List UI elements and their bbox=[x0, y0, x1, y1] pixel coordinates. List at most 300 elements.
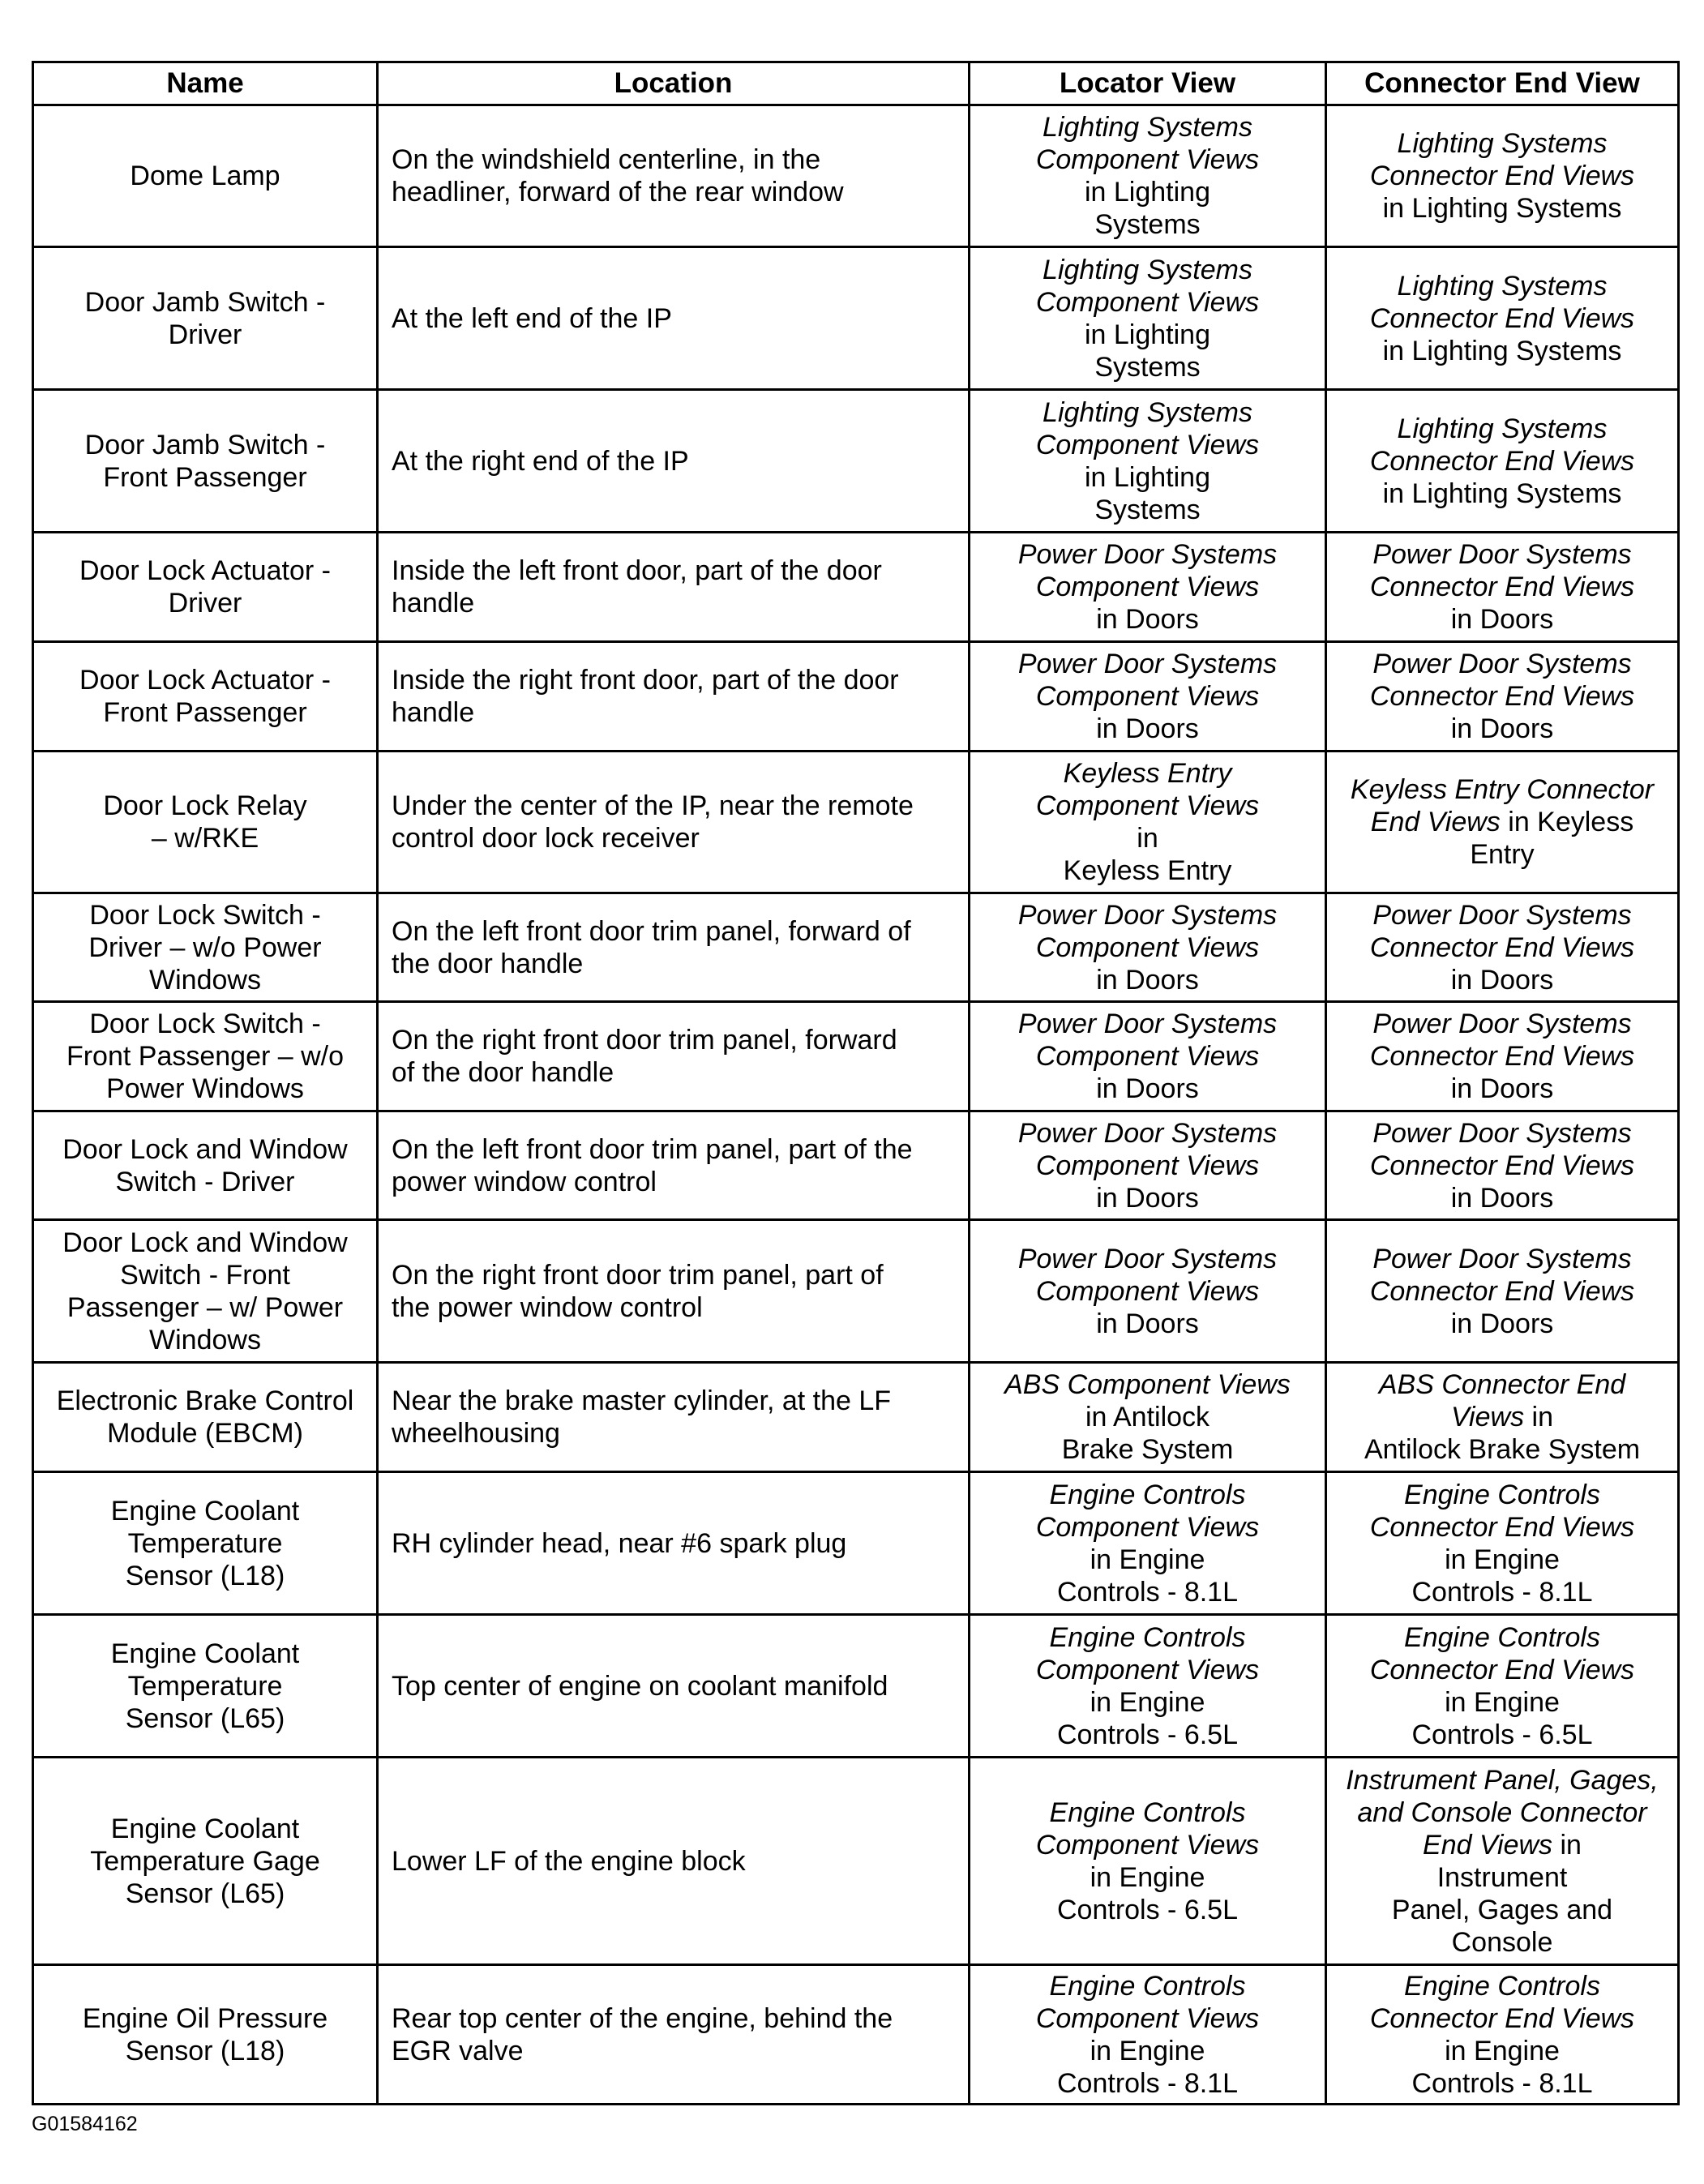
connector-line bbox=[1334, 1243, 1671, 1275]
connector-line bbox=[1334, 1719, 1671, 1751]
cell-name bbox=[33, 893, 378, 1002]
reference-title: Engine Controls bbox=[1404, 1970, 1600, 2002]
reference-title: Connector End Views bbox=[1369, 302, 1635, 334]
location-line: Under the center of the IP, near the remote bbox=[392, 790, 914, 821]
name-line: Front Passenger bbox=[103, 697, 307, 728]
locator-line bbox=[977, 571, 1318, 603]
locator-line bbox=[977, 2067, 1318, 2100]
connector-line bbox=[1334, 1970, 1671, 2002]
reference-text: in bbox=[1137, 823, 1158, 854]
locator-line bbox=[977, 494, 1318, 526]
document-id: G01584162 bbox=[32, 2113, 138, 2135]
reference-title: Connector End Views bbox=[1369, 1511, 1635, 1543]
connector-line bbox=[1334, 713, 1671, 745]
name-line: Front Passenger – w/o bbox=[66, 1041, 345, 1072]
reference-title: Power Door Systems bbox=[1017, 649, 1278, 679]
cell-connector-end-view bbox=[1326, 752, 1679, 893]
locator-line bbox=[977, 1511, 1318, 1544]
cell-connector-end-view bbox=[1326, 893, 1679, 1002]
cell-location bbox=[378, 533, 970, 642]
location-line: power window control bbox=[392, 1166, 657, 1197]
reference-text: in Engine bbox=[1090, 1686, 1205, 1718]
cell-location bbox=[378, 642, 970, 752]
connector-line bbox=[1334, 2067, 1671, 2100]
cell-locator-view bbox=[970, 247, 1326, 390]
reference-title: Power Door Systems bbox=[1372, 1117, 1632, 1149]
reference-text: in Lighting Systems bbox=[1382, 335, 1622, 366]
reference-title: Connector End Views bbox=[1369, 2002, 1635, 2034]
locator-line bbox=[977, 1243, 1318, 1275]
locator-line bbox=[977, 790, 1318, 822]
reference-title: Component Views bbox=[1035, 2002, 1260, 2034]
connector-line bbox=[1334, 1117, 1671, 1150]
reference-text: in Doors bbox=[1096, 1182, 1199, 1214]
name-line: Module (EBCM) bbox=[107, 1418, 303, 1449]
reference-title: Component Views bbox=[1035, 790, 1260, 821]
reference-text: Controls - 8.1L bbox=[1057, 2067, 1238, 2099]
connector-line bbox=[1334, 1621, 1671, 1654]
name-line: Sensor (L18) bbox=[125, 2035, 285, 2066]
name-line: Front Passenger bbox=[103, 461, 307, 493]
reference-title: End Views bbox=[1423, 1829, 1553, 1861]
table-row bbox=[33, 1758, 1679, 1965]
cell-name bbox=[33, 1758, 378, 1965]
locator-line bbox=[977, 1544, 1318, 1576]
name-line: Door Jamb Switch - bbox=[84, 286, 326, 318]
reference-title: Connector End Views bbox=[1369, 161, 1635, 191]
name-line: Driver – w/o Power bbox=[88, 931, 322, 963]
cell-connector-end-view bbox=[1326, 1758, 1679, 1965]
reference-text: in Doors bbox=[1450, 1073, 1554, 1104]
reference-title: Lighting Systems bbox=[1043, 396, 1252, 428]
locator-line bbox=[977, 931, 1318, 964]
name-line: Door Lock Switch - bbox=[89, 1008, 321, 1039]
cell-location bbox=[378, 1111, 970, 1220]
cell-locator-view bbox=[970, 893, 1326, 1002]
connector-line bbox=[1334, 1073, 1671, 1105]
reference-text: in Doors bbox=[1096, 964, 1199, 996]
location-line: On the right front door trim panel, part of bbox=[392, 1259, 884, 1291]
table-row bbox=[33, 105, 1679, 247]
reference-text: Controls - 6.5L bbox=[1411, 1719, 1593, 1750]
reference-text: in Doors bbox=[1450, 964, 1554, 996]
cell-location bbox=[378, 752, 970, 893]
name-line: Dome Lamp bbox=[130, 161, 280, 191]
connector-line bbox=[1334, 1368, 1671, 1401]
reference-title: Connector End Views bbox=[1369, 931, 1635, 963]
location-line: headliner, forward of the rear window bbox=[392, 177, 844, 208]
reference-title: Power Door Systems bbox=[1372, 539, 1632, 570]
reference-title: Power Door Systems bbox=[1017, 899, 1278, 931]
connector-line bbox=[1334, 1861, 1671, 1894]
cell-location bbox=[378, 105, 970, 247]
cell-locator-view bbox=[970, 1758, 1326, 1965]
reference-title: Component Views bbox=[1035, 681, 1260, 712]
locator-line bbox=[977, 176, 1318, 208]
locator-line bbox=[977, 1654, 1318, 1686]
locator-line bbox=[977, 111, 1318, 143]
locator-line bbox=[977, 1686, 1318, 1719]
locator-line bbox=[977, 1861, 1318, 1894]
reference-title: Instrument Panel, Gages, bbox=[1346, 1764, 1659, 1796]
reference-title: Lighting Systems bbox=[1397, 270, 1608, 302]
header-location: Location bbox=[378, 62, 970, 105]
reference-title: Power Door Systems bbox=[1017, 1243, 1278, 1274]
reference-title: Engine Controls bbox=[1404, 1621, 1600, 1653]
cell-locator-view bbox=[970, 390, 1326, 533]
connector-line bbox=[1334, 2002, 1671, 2035]
cell-name bbox=[33, 1220, 378, 1363]
location-line: On the windshield centerline, in the bbox=[392, 144, 821, 175]
location-line: On the right front door trim panel, forward bbox=[392, 1025, 897, 1056]
reference-text: Controls - 8.1L bbox=[1411, 1576, 1593, 1608]
cell-connector-end-view bbox=[1326, 1220, 1679, 1363]
reference-title: Engine Controls bbox=[1049, 1796, 1246, 1828]
cell-location bbox=[378, 247, 970, 390]
locator-line bbox=[977, 899, 1318, 931]
connector-line bbox=[1334, 270, 1671, 302]
table-row bbox=[33, 1002, 1679, 1111]
cell-connector-end-view bbox=[1326, 390, 1679, 533]
name-line: Driver bbox=[168, 588, 242, 619]
locator-line bbox=[977, 964, 1318, 996]
reference-title: Connector End Views bbox=[1369, 681, 1635, 712]
reference-title: Component Views bbox=[1035, 1829, 1260, 1861]
cell-locator-view bbox=[970, 1615, 1326, 1758]
locator-line bbox=[977, 1970, 1318, 2002]
name-line: Power Windows bbox=[106, 1073, 304, 1104]
reference-title: Component Views bbox=[1035, 429, 1260, 460]
locator-line bbox=[977, 254, 1318, 286]
location-line: control door lock receiver bbox=[392, 823, 700, 854]
location-line: Inside the right front door, part of the door bbox=[392, 665, 899, 696]
cell-locator-view bbox=[970, 533, 1326, 642]
connector-line bbox=[1334, 1275, 1671, 1308]
cell-location bbox=[378, 893, 970, 1002]
location-line: Rear top center of the engine, behind the bbox=[392, 2002, 893, 2034]
location-line: EGR valve bbox=[392, 2035, 524, 2066]
reference-title: ABS Connector End bbox=[1378, 1369, 1626, 1400]
cell-locator-view bbox=[970, 1002, 1326, 1111]
reference-title: Power Door Systems bbox=[1372, 899, 1632, 931]
table-row bbox=[33, 752, 1679, 893]
reference-title: Component Views bbox=[1035, 572, 1260, 602]
reference-text: Instrument bbox=[1436, 1861, 1568, 1893]
cell-connector-end-view bbox=[1326, 1363, 1679, 1472]
name-line: Door Lock Actuator - bbox=[79, 555, 331, 586]
reference-text: Systems bbox=[1094, 494, 1201, 525]
cell-name bbox=[33, 1472, 378, 1615]
reference-title: Component Views bbox=[1035, 1275, 1260, 1307]
reference-text: Entry bbox=[1470, 839, 1535, 870]
reference-title: Connector End Views bbox=[1369, 1654, 1635, 1685]
reference-title: Connector End Views bbox=[1369, 1041, 1635, 1072]
reference-title: Views bbox=[1450, 1402, 1525, 1432]
cell-locator-view bbox=[970, 752, 1326, 893]
reference-title: Power Door Systems bbox=[1017, 1117, 1278, 1149]
locator-line bbox=[977, 1117, 1318, 1150]
connector-line bbox=[1334, 1401, 1671, 1433]
name-line: Passenger – w/ Power bbox=[66, 1291, 344, 1323]
locator-line bbox=[977, 1275, 1318, 1308]
reference-text: Controls - 8.1L bbox=[1057, 1576, 1238, 1608]
reference-text: in Doors bbox=[1096, 604, 1199, 635]
reference-title: ABS Component Views bbox=[1004, 1369, 1291, 1400]
name-line: Electronic Brake Control bbox=[56, 1385, 354, 1416]
reference-title: Engine Controls bbox=[1049, 1479, 1246, 1510]
cell-name bbox=[33, 105, 378, 247]
reference-text: Brake System bbox=[1061, 1434, 1234, 1465]
cell-connector-end-view bbox=[1326, 1472, 1679, 1615]
name-line: Engine Coolant bbox=[110, 1495, 300, 1527]
reference-title: Component Views bbox=[1035, 1150, 1260, 1181]
location-line: On the left front door trim panel, part of the bbox=[392, 1133, 913, 1165]
locator-line bbox=[977, 429, 1318, 461]
cell-name bbox=[33, 1111, 378, 1220]
location-line: Top center of engine on coolant manifold bbox=[392, 1670, 888, 1702]
location-line: wheelhousing bbox=[392, 1418, 560, 1449]
reference-title: Lighting Systems bbox=[1043, 254, 1252, 285]
reference-text: in Engine bbox=[1445, 2035, 1560, 2066]
reference-title: End Views bbox=[1370, 807, 1501, 837]
name-line: Door Lock Switch - bbox=[89, 899, 321, 931]
name-line: Sensor (L65) bbox=[125, 1702, 285, 1734]
reference-title: Connector End Views bbox=[1369, 445, 1635, 477]
connector-line bbox=[1334, 335, 1671, 367]
locator-line bbox=[977, 2035, 1318, 2067]
connector-line bbox=[1334, 477, 1671, 510]
name-line: Engine Coolant bbox=[110, 1813, 300, 1844]
location-line: handle bbox=[392, 588, 475, 619]
header-name: Name bbox=[33, 62, 378, 105]
cell-name bbox=[33, 1002, 378, 1111]
connector-line bbox=[1334, 838, 1671, 871]
cell-location bbox=[378, 1220, 970, 1363]
locator-line bbox=[977, 1040, 1318, 1073]
table-row bbox=[33, 247, 1679, 390]
name-line: Door Lock and Window bbox=[62, 1227, 348, 1258]
component-location-table bbox=[32, 61, 1680, 2105]
cell-location bbox=[378, 1002, 970, 1111]
cell-location bbox=[378, 1363, 970, 1472]
cell-location bbox=[378, 1758, 970, 1965]
name-line: Sensor (L18) bbox=[125, 1560, 285, 1591]
name-line: Switch - Front bbox=[120, 1259, 290, 1291]
cell-location bbox=[378, 390, 970, 533]
reference-text: Controls - 6.5L bbox=[1057, 1894, 1238, 1925]
reference-text: Controls - 6.5L bbox=[1057, 1719, 1238, 1750]
locator-line bbox=[977, 286, 1318, 319]
name-line: Driver bbox=[168, 319, 242, 350]
connector-line bbox=[1334, 160, 1671, 192]
connector-line bbox=[1334, 1576, 1671, 1608]
reference-title: Keyless Entry Connector bbox=[1350, 774, 1655, 805]
location-line: At the right end of the IP bbox=[392, 445, 689, 477]
cell-location bbox=[378, 1965, 970, 2105]
locator-line bbox=[977, 1576, 1318, 1608]
reference-suffix: in bbox=[1552, 1829, 1582, 1861]
cell-location bbox=[378, 1615, 970, 1758]
cell-connector-end-view bbox=[1326, 1615, 1679, 1758]
reference-text: in Doors bbox=[1450, 604, 1554, 635]
connector-line bbox=[1334, 773, 1671, 806]
locator-line bbox=[977, 1796, 1318, 1829]
reference-title: Connector End Views bbox=[1369, 572, 1635, 602]
locator-line bbox=[977, 1308, 1318, 1340]
location-line: Near the brake master cylinder, at the LF bbox=[392, 1385, 892, 1416]
connector-line bbox=[1334, 1182, 1671, 1214]
locator-line bbox=[977, 1073, 1318, 1105]
reference-title: Component Views bbox=[1035, 1511, 1260, 1543]
table-row bbox=[33, 893, 1679, 1002]
location-line: the door handle bbox=[392, 948, 584, 979]
reference-text: in Engine bbox=[1090, 2035, 1205, 2066]
reference-text: in Doors bbox=[1450, 1308, 1554, 1339]
connector-line bbox=[1334, 806, 1671, 838]
connector-line bbox=[1334, 1040, 1671, 1073]
cell-locator-view bbox=[970, 1111, 1326, 1220]
cell-locator-view bbox=[970, 642, 1326, 752]
location-line: Inside the left front door, part of the door bbox=[392, 555, 882, 586]
cell-name bbox=[33, 1965, 378, 2105]
reference-text: Console bbox=[1451, 1926, 1553, 1958]
cell-locator-view bbox=[970, 105, 1326, 247]
name-line: Temperature Gage bbox=[90, 1845, 320, 1877]
connector-line bbox=[1334, 127, 1671, 160]
reference-text: Antilock Brake System bbox=[1364, 1434, 1641, 1465]
locator-line bbox=[977, 319, 1318, 351]
name-line: Switch - Driver bbox=[115, 1166, 295, 1197]
reference-title: Component Views bbox=[1035, 931, 1260, 963]
reference-title: Power Door Systems bbox=[1372, 1008, 1632, 1039]
connector-line bbox=[1334, 1796, 1671, 1829]
connector-line bbox=[1334, 1764, 1671, 1796]
cell-name bbox=[33, 1615, 378, 1758]
connector-line bbox=[1334, 1479, 1671, 1511]
location-line: of the door handle bbox=[392, 1057, 614, 1088]
cell-locator-view bbox=[970, 1363, 1326, 1472]
name-line: Windows bbox=[149, 964, 261, 996]
locator-line bbox=[977, 1401, 1318, 1433]
locator-line bbox=[977, 1621, 1318, 1654]
locator-line bbox=[977, 351, 1318, 383]
reference-text: in Doors bbox=[1450, 1182, 1554, 1214]
connector-line bbox=[1334, 1433, 1671, 1466]
name-line: Sensor (L65) bbox=[125, 1878, 285, 1909]
table-row bbox=[33, 1472, 1679, 1615]
cell-name bbox=[33, 247, 378, 390]
table-row bbox=[33, 390, 1679, 533]
reference-title: Power Door Systems bbox=[1372, 649, 1632, 679]
table-row bbox=[33, 533, 1679, 642]
reference-text: in Engine bbox=[1090, 1544, 1205, 1575]
table-row bbox=[33, 1615, 1679, 1758]
locator-line bbox=[977, 143, 1318, 176]
reference-title: Component Views bbox=[1035, 286, 1260, 318]
cell-locator-view bbox=[970, 1965, 1326, 2105]
reference-text: Controls - 8.1L bbox=[1411, 2067, 1593, 2099]
reference-text: in Antilock bbox=[1085, 1402, 1210, 1432]
locator-line bbox=[977, 2002, 1318, 2035]
locator-line bbox=[977, 538, 1318, 571]
reference-text: in Doors bbox=[1096, 713, 1199, 744]
table-row bbox=[33, 1363, 1679, 1472]
reference-title: Engine Controls bbox=[1049, 1621, 1246, 1653]
reference-text: in Doors bbox=[1450, 713, 1554, 744]
connector-line bbox=[1334, 302, 1671, 335]
location-line: Lower LF of the engine block bbox=[392, 1845, 746, 1877]
header-connector-end-view: Connector End View bbox=[1326, 62, 1679, 105]
connector-line bbox=[1334, 680, 1671, 713]
connector-line bbox=[1334, 931, 1671, 964]
table-row bbox=[33, 642, 1679, 752]
locator-line bbox=[977, 396, 1318, 429]
location-line: RH cylinder head, near #6 spark plug bbox=[392, 1527, 847, 1559]
connector-line bbox=[1334, 603, 1671, 636]
table-body bbox=[33, 105, 1679, 2105]
cell-connector-end-view bbox=[1326, 1111, 1679, 1220]
connector-line bbox=[1334, 1008, 1671, 1040]
cell-connector-end-view bbox=[1326, 247, 1679, 390]
cell-connector-end-view bbox=[1326, 1002, 1679, 1111]
name-line: Door Lock and Window bbox=[62, 1133, 348, 1165]
name-line: Engine Oil Pressure bbox=[82, 2002, 328, 2034]
location-line: On the left front door trim panel, forward of bbox=[392, 915, 911, 947]
cell-location bbox=[378, 1472, 970, 1615]
location-line: At the left end of the IP bbox=[392, 302, 672, 334]
locator-line bbox=[977, 680, 1318, 713]
location-line: the power window control bbox=[392, 1291, 703, 1323]
header-row bbox=[33, 62, 1679, 105]
reference-text: in Lighting bbox=[1084, 319, 1210, 350]
locator-line bbox=[977, 1894, 1318, 1926]
cell-name bbox=[33, 533, 378, 642]
reference-title: Component Views bbox=[1035, 1041, 1260, 1072]
cell-name bbox=[33, 642, 378, 752]
reference-title: Keyless Entry bbox=[1063, 758, 1232, 789]
connector-line bbox=[1334, 964, 1671, 996]
connector-line bbox=[1334, 1829, 1671, 1861]
reference-title: Lighting Systems bbox=[1397, 128, 1608, 159]
reference-text: in Doors bbox=[1096, 1073, 1199, 1104]
connector-line bbox=[1334, 538, 1671, 571]
cell-connector-end-view bbox=[1326, 1965, 1679, 2105]
locator-line bbox=[977, 757, 1318, 790]
name-line: Engine Coolant bbox=[110, 1638, 300, 1669]
locator-line bbox=[977, 1719, 1318, 1751]
locator-line bbox=[977, 648, 1318, 680]
table-row bbox=[33, 1111, 1679, 1220]
connector-line bbox=[1334, 2035, 1671, 2067]
cell-locator-view bbox=[970, 1472, 1326, 1615]
locator-line bbox=[977, 208, 1318, 241]
name-line: Door Lock Relay bbox=[103, 790, 307, 821]
reference-title: Engine Controls bbox=[1404, 1479, 1600, 1510]
locator-line bbox=[977, 822, 1318, 854]
reference-suffix: in bbox=[1524, 1402, 1553, 1432]
locator-line bbox=[977, 1368, 1318, 1401]
reference-text: in Lighting bbox=[1084, 177, 1210, 208]
connector-line bbox=[1334, 192, 1671, 225]
cell-connector-end-view bbox=[1326, 105, 1679, 247]
locator-line bbox=[977, 713, 1318, 745]
locator-line bbox=[977, 1008, 1318, 1040]
connector-line bbox=[1334, 1544, 1671, 1576]
reference-text: Systems bbox=[1094, 351, 1201, 383]
connector-line bbox=[1334, 413, 1671, 445]
reference-title: Lighting Systems bbox=[1043, 112, 1252, 143]
connector-line bbox=[1334, 1926, 1671, 1959]
